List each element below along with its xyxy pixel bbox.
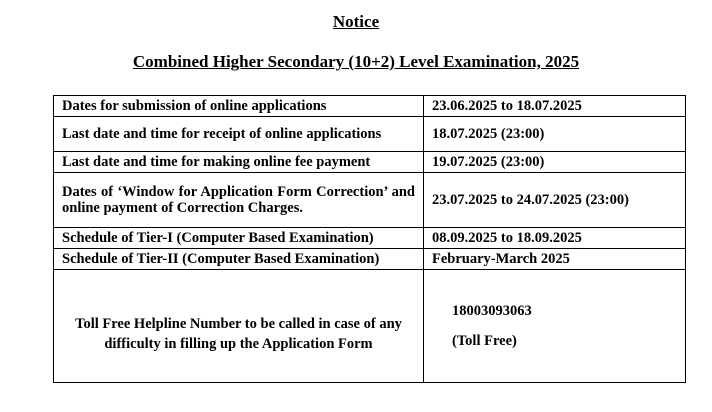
- notice-title: Notice: [332, 12, 380, 31]
- schedule-table: [53, 95, 686, 383]
- row-label: Schedule of Tier-II (Computer Based Examination): [54, 249, 424, 270]
- row-label: Last date and time for making online fee payment: [54, 152, 424, 173]
- helpline-label-cell: [54, 270, 424, 383]
- table-row: [54, 96, 686, 117]
- row-label: Schedule of Tier-I (Computer Based Examination): [54, 228, 424, 249]
- row-value: 08.09.2025 to 18.09.2025: [424, 228, 686, 249]
- table-row: [54, 228, 686, 249]
- row-label: Last date and time for receipt of online applications: [54, 117, 424, 152]
- exam-title: Combined Higher Secondary (10+2) Level Examination, 2025: [132, 52, 580, 71]
- table-row: [54, 152, 686, 173]
- helpline-tag: (Toll Free): [452, 333, 517, 349]
- row-label: Dates for submission of online applications: [54, 96, 424, 117]
- row-label: Dates of ‘Window for Application Form Correction’ and online payment of Correction Charges.: [54, 173, 424, 228]
- table-row: [54, 173, 686, 228]
- helpline-label: Toll Free Helpline Number to be called in case of any difficulty in filling up the Application Form: [75, 316, 402, 352]
- table-row: [54, 117, 686, 152]
- helpline-number: 18003093063: [452, 303, 532, 319]
- row-value: 18.07.2025 (23:00): [424, 117, 686, 152]
- row-value: 19.07.2025 (23:00): [424, 152, 686, 173]
- table-row: [54, 249, 686, 270]
- row-value: 23.07.2025 to 24.07.2025 (23:00): [424, 173, 686, 228]
- row-value: February-March 2025: [424, 249, 686, 270]
- row-value: 23.06.2025 to 18.07.2025: [424, 96, 686, 117]
- helpline-row: [54, 270, 686, 383]
- helpline-value-cell: [424, 270, 686, 383]
